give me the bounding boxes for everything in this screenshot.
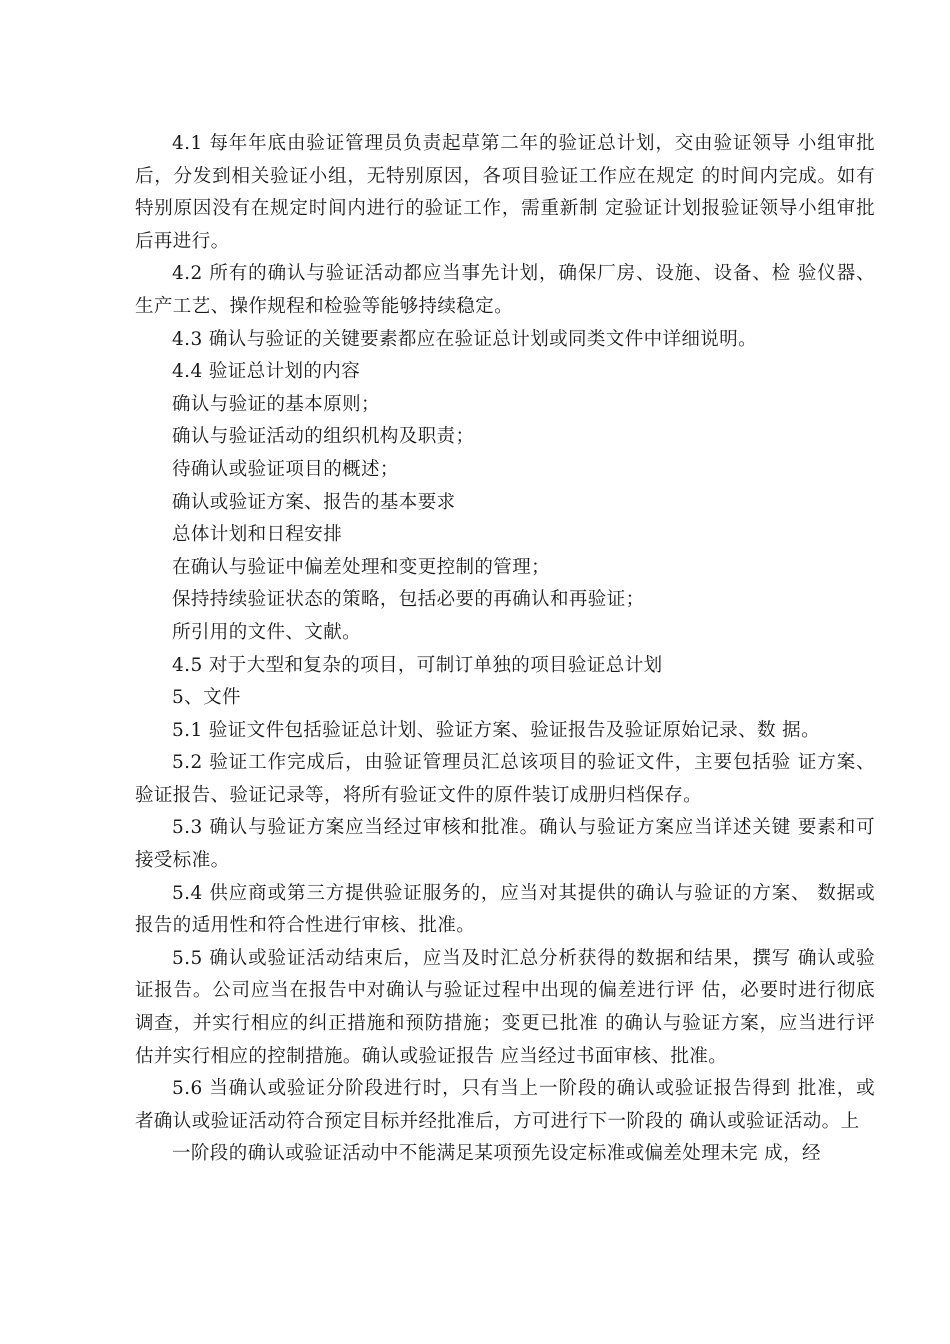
document-body [135,128,875,1171]
paragraph-4-1: 4.1 每年年底由验证管理员负责起草第二年的验证总计划，交由验证领导 小组审批后，分发到相关验证小组，无特别原因，各项目验证工作应在规定 的时间内完成。如有特别原因没有在规定时间内进行的验证工作，需重新制 定验证计划报验证领导小组审批后再进行。 [135,133,875,252]
paragraph-continuation: 一阶段的确认或验证活动中不能满足某项预先设定标准或偏差处理未完 成，经 [172,1143,821,1165]
paragraph-5-2: 5.2 验证工作完成后，由验证管理员汇总该项目的验证文件，主要包括验 证方案、验证报告、验证记录等，将所有验证文件的原件装订成册归档保存。 [135,752,875,806]
list-item: 待确认或验证项目的概述； [172,458,399,480]
section-heading-5: 5、文件 [172,687,241,709]
paragraph-5-4: 5.4 供应商或第三方提供验证服务的，应当对其提供的确认与验证的方案、 数据或报告的适用性和符合性进行审核、批准。 [135,882,875,937]
list-item: 在确认与验证中偏差处理和变更控制的管理； [172,556,551,578]
paragraph-4-4: 4.4 验证总计划的内容 [172,361,361,383]
list-item: 确认与验证的基本原则； [172,393,380,415]
list-item: 确认与验证活动的组织机构及职责； [172,426,475,448]
paragraph-4-2: 4.2 所有的确认与验证活动都应当事先计划，确保厂房、设施、设备、检 验仪器、生产工艺、操作规程和检验等能够持续稳定。 [135,263,875,317]
list-item: 总体计划和日程安排 [172,524,343,546]
list-item: 确认或验证方案、报告的基本要求 [172,491,456,513]
list-item: 所引用的文件、文献。 [172,621,362,643]
paragraph-5-3: 5.3 确认与验证方案应当经过审核和批准。确认与验证方案应当详述关键 要素和可接受标准。 [135,817,875,872]
paragraph-5-1: 5.1 验证文件包括验证总计划、验证方案、验证报告及验证原始记录、数 据。 [172,719,820,741]
paragraph-5-6: 5.6 当确认或验证分阶段进行时，只有当上一阶段的确认或验证报告得到 批准，或者确认或验证活动符合预定目标并经批准后，方可进行下一阶段的 确认或验证活动。上 [135,1078,875,1132]
paragraph-4-3: 4.3 确认与验证的关键要素都应在验证总计划或同类文件中详细说明。 [172,328,758,350]
list-item: 保持持续验证状态的策略，包括必要的再确认和再验证； [172,589,645,611]
paragraph-4-5: 4.5 对于大型和复杂的项目，可制订单独的项目验证总计划 [172,654,663,676]
paragraph-5-5: 5.5 确认或验证活动结束后，应当及时汇总分析获得的数据和结果，撰写 确认或验证报告。公司应当在报告中对确认与验证过程中出现的偏差进行评 估，必要时进行彻底调查，并实行相应的纠正措施和预防措施；变更已批准 的确认与验证方案，应当进行评估并实行相应的控制措施。确认或验证报告 应当经过书面审核、批准。 [135,947,875,1067]
